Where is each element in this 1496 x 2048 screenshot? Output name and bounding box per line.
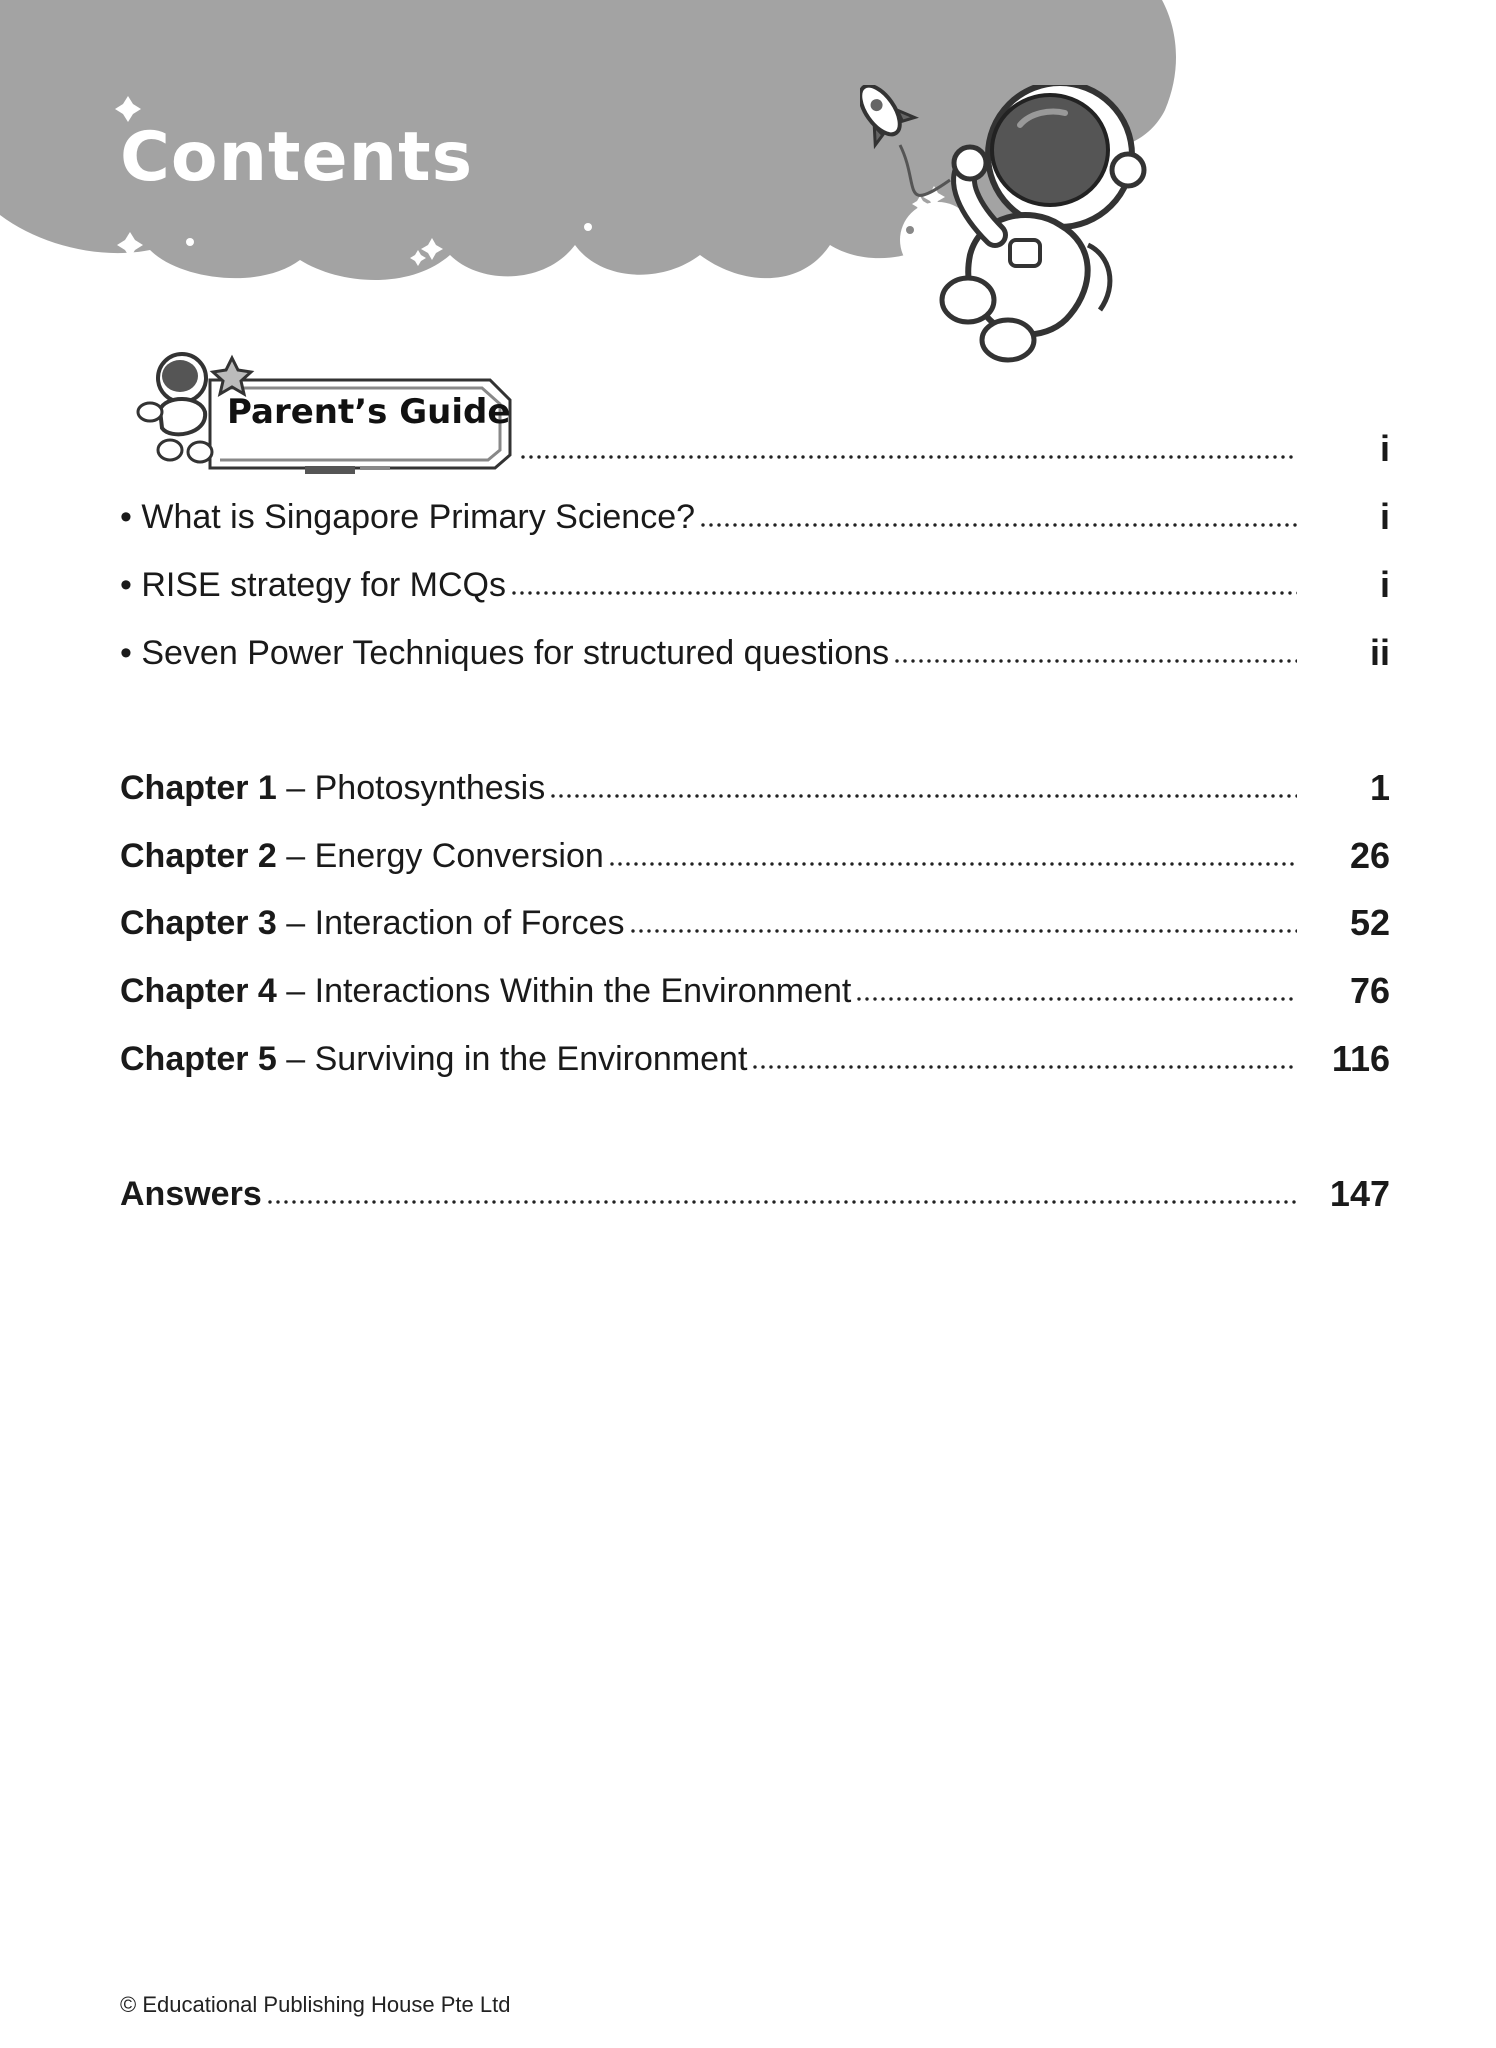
chapter-number: Chapter 4 [120,972,277,1010]
toc-label [120,766,545,810]
toc-label: • Seven Power Techniques for structured questions [120,634,890,672]
rocket-icon [860,85,916,147]
toc-row-parent-guide[interactable] [120,421,1390,471]
chapter-title: – Surviving in the Environment [276,1040,748,1078]
dot-leader [608,860,1297,868]
chapter-number: Chapter 3 [120,904,277,942]
toc-page-number: ii [1369,632,1390,673]
toc-page-number: 52 [1349,902,1390,943]
chapter-number: Chapter 5 [120,1040,277,1078]
toc-page-number: 1 [1369,767,1390,808]
toc-label [120,901,625,945]
astronaut-illustration [860,85,1240,365]
toc-row-chapter[interactable] [120,1031,1390,1081]
chapter-title: – Energy Conversion [276,837,604,875]
toc-row-guide-item[interactable] [120,489,1390,539]
chapter-title: – Interaction of Forces [276,904,625,942]
toc-label [120,1172,262,1216]
toc-row-chapter[interactable] [120,895,1390,945]
toc-row-chapter[interactable] [120,828,1390,878]
dot-leader [855,995,1297,1003]
page-title: Contents [120,118,474,197]
dot-leader [893,657,1297,665]
toc-page-number: 76 [1349,970,1390,1011]
chapter-number: Chapter 1 [120,769,277,807]
parent-guide-title: Parent’s Guide [227,392,511,432]
toc-label: • RISE strategy for MCQs [120,566,506,604]
toc-label [120,969,851,1013]
dot-leader [699,521,1297,529]
toc-label [120,1037,747,1081]
answers-label: Answers [120,1175,262,1213]
chapter-number: Chapter 2 [120,837,277,875]
toc-row-chapter[interactable] [120,963,1390,1013]
dot-leader [629,927,1297,935]
footer-copyright: © Educational Publishing House Pte Ltd [120,1992,511,2017]
toc-page-number: 26 [1349,835,1390,876]
chapter-title: – Photosynthesis [276,769,546,807]
toc-row-guide-item[interactable] [120,557,1390,607]
toc-label [120,834,604,878]
toc-label: • What is Singapore Primary Science? [120,498,696,536]
toc-row-chapter[interactable] [120,760,1390,810]
dot-leader [519,453,1297,461]
toc-page-number: i [1379,428,1390,469]
toc-page-number: 147 [1329,1173,1390,1214]
dot-leader [266,1198,1297,1206]
toc-row-guide-item[interactable] [120,625,1390,675]
toc-page-number: i [1379,564,1390,605]
dot-leader [510,589,1297,597]
toc-page-number: 116 [1331,1038,1390,1079]
toc-page-number: i [1379,496,1390,537]
chapter-title: – Interactions Within the Environment [276,972,852,1010]
dot-leader [549,792,1297,800]
toc-row-answers[interactable] [120,1166,1390,1216]
dot-leader [751,1063,1297,1071]
